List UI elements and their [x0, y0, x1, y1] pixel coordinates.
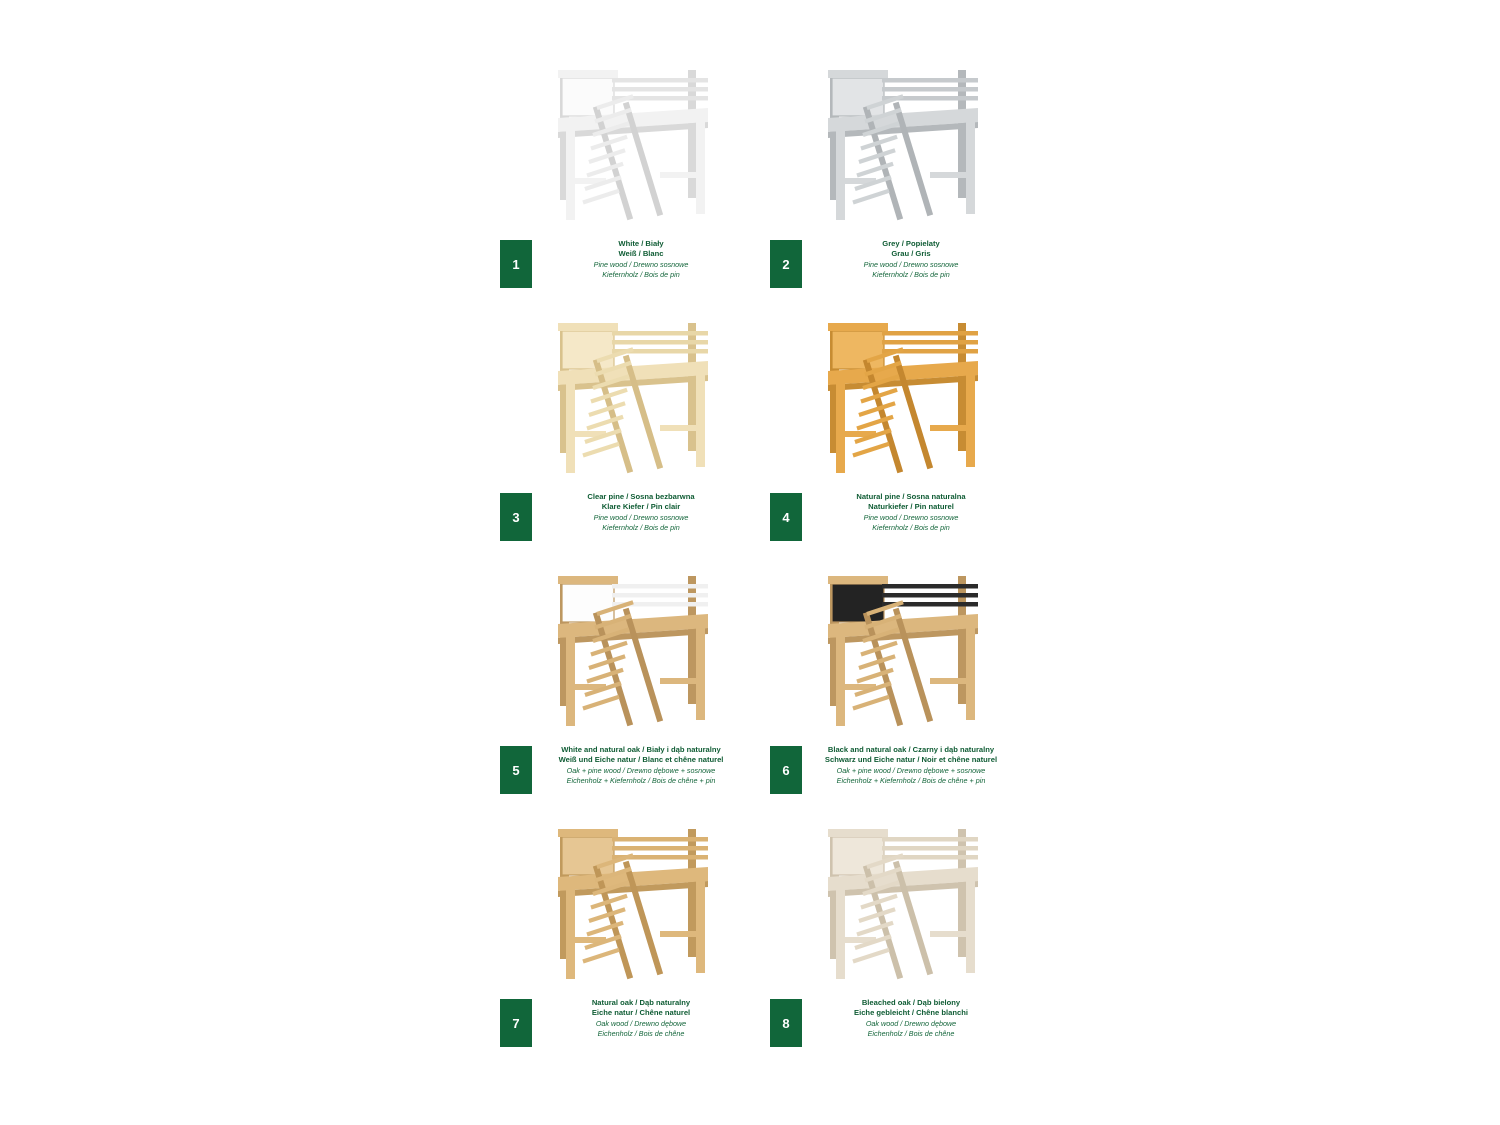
- option-name-line2: Klare Kiefer / Pin clair: [601, 502, 681, 512]
- option-caption: [500, 238, 750, 306]
- option-cell-3[interactable]: [500, 313, 750, 566]
- option-material-line1: Pine wood / Drewno sosnowe: [863, 259, 959, 269]
- option-material-line1: Oak wood / Drewno dębowe: [865, 1018, 957, 1028]
- option-material-line2: Eichenholz + Kiefernholz / Bois de chêne + pin: [566, 776, 716, 786]
- option-caption: [770, 744, 1020, 812]
- option-material-line1: Oak + pine wood / Drewno dębowe + sosnowe: [566, 765, 716, 775]
- option-number-badge-4[interactable]: 4: [770, 493, 802, 541]
- option-number-badge-6[interactable]: 6: [770, 746, 802, 794]
- option-labels: [532, 745, 750, 786]
- loft-bed-icon: [770, 819, 1020, 997]
- bed-illustration: [770, 566, 1020, 744]
- bed-illustration: [500, 566, 750, 744]
- option-material-line2: Eichenholz + Kiefernholz / Bois de chêne + pin: [836, 776, 986, 786]
- option-name-line2: Naturkiefer / Pin naturel: [868, 502, 954, 512]
- loft-bed-icon: [500, 566, 750, 744]
- bed-illustration: [770, 60, 1020, 238]
- option-number-badge-1[interactable]: 1: [500, 240, 532, 288]
- option-name-line2: Schwarz und Eiche natur / Noir et chêne naturel: [824, 755, 998, 765]
- bed-illustration: [770, 313, 1020, 491]
- option-caption: [770, 997, 1020, 1065]
- option-caption: [500, 744, 750, 812]
- option-material-line2: Eichenholz / Bois de chêne: [867, 1029, 955, 1039]
- option-name-line2: Weiß / Blanc: [618, 249, 664, 259]
- option-material-line2: Kiefernholz / Bois de pin: [602, 523, 680, 533]
- loft-bed-icon: [500, 819, 750, 997]
- loft-bed-icon: [500, 313, 750, 491]
- option-caption: [770, 491, 1020, 559]
- option-material-line1: Oak + pine wood / Drewno dębowe + sosnowe: [836, 765, 986, 775]
- option-material-line1: Pine wood / Drewno sosnowe: [863, 512, 959, 522]
- option-number-badge-5[interactable]: 5: [500, 746, 532, 794]
- option-number-badge-8[interactable]: 8: [770, 999, 802, 1047]
- option-caption: [500, 997, 750, 1065]
- option-labels: [802, 998, 1020, 1039]
- option-cell-4[interactable]: [770, 313, 1020, 566]
- option-caption: [500, 491, 750, 559]
- option-name-line2: Eiche gebleicht / Chêne blanchi: [854, 1008, 968, 1018]
- option-name-line2: Weiß und Eiche natur / Blanc et chêne naturel: [558, 755, 724, 765]
- option-cell-7[interactable]: [500, 819, 750, 1072]
- option-name-line2: Eiche natur / Chêne naturel: [591, 1008, 691, 1018]
- option-name-line1: Grey / Popielaty: [882, 239, 940, 248]
- option-cell-2[interactable]: [770, 60, 1020, 313]
- bed-illustration: [770, 819, 1020, 997]
- option-name-line1: Bleached oak / Dąb bielony: [861, 998, 961, 1007]
- options-grid: [500, 60, 1020, 1072]
- option-name-line1: Natural pine / Sosna naturalna: [856, 492, 966, 501]
- option-number-badge-3[interactable]: 3: [500, 493, 532, 541]
- option-name-line1: White / Biały: [618, 239, 664, 248]
- option-labels: [532, 492, 750, 533]
- option-material-line2: Eichenholz / Bois de chêne: [597, 1029, 685, 1039]
- option-material-line1: Pine wood / Drewno sosnowe: [593, 259, 689, 269]
- option-number-badge-2[interactable]: 2: [770, 240, 802, 288]
- option-name-line1: Black and natural oak / Czarny i dąb naturalny: [827, 745, 995, 754]
- option-material-line1: Oak wood / Drewno dębowe: [595, 1018, 687, 1028]
- option-name-line1: White and natural oak / Biały i dąb naturalny: [561, 745, 721, 754]
- option-material-line2: Kiefernholz / Bois de pin: [872, 523, 950, 533]
- option-material-line2: Kiefernholz / Bois de pin: [872, 270, 950, 280]
- bed-illustration: [500, 819, 750, 997]
- bed-illustration: [500, 60, 750, 238]
- option-cell-1[interactable]: [500, 60, 750, 313]
- option-material-line2: Kiefernholz / Bois de pin: [602, 270, 680, 280]
- option-material-line1: Pine wood / Drewno sosnowe: [593, 512, 689, 522]
- option-name-line1: Natural oak / Dąb naturalny: [591, 998, 691, 1007]
- option-number-badge-7[interactable]: 7: [500, 999, 532, 1047]
- loft-bed-icon: [500, 60, 750, 238]
- loft-bed-icon: [770, 566, 1020, 744]
- option-labels: [532, 239, 750, 280]
- loft-bed-icon: [770, 60, 1020, 238]
- loft-bed-icon: [770, 313, 1020, 491]
- option-cell-8[interactable]: [770, 819, 1020, 1072]
- option-labels: [532, 998, 750, 1039]
- option-cell-6[interactable]: [770, 566, 1020, 819]
- option-labels: [802, 239, 1020, 280]
- option-name-line2: Grau / Gris: [891, 249, 931, 259]
- bed-illustration: [500, 313, 750, 491]
- option-caption: [770, 238, 1020, 306]
- option-cell-5[interactable]: [500, 566, 750, 819]
- option-name-line1: Clear pine / Sosna bezbarwna: [587, 492, 695, 501]
- option-labels: [802, 492, 1020, 533]
- option-labels: [802, 745, 1020, 786]
